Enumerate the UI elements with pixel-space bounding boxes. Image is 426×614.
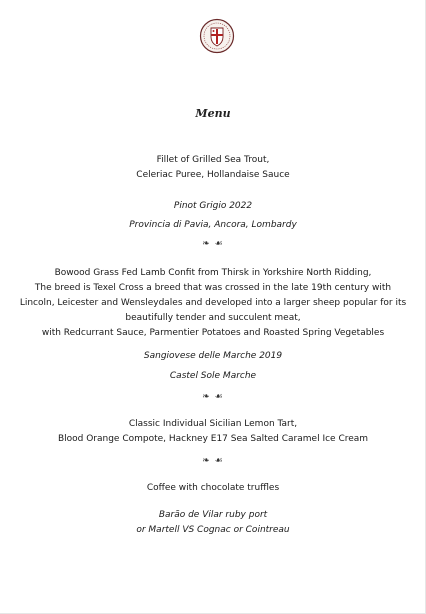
main-line-1: Bowood Grass Fed Lamb Confit from Thirsk in Yorkshire North Ridding,: [54, 268, 372, 278]
crest-logo: [199, 18, 235, 54]
wine-2-origin: Castel Sole Marche: [169, 371, 257, 381]
main-line-2: The breed is Texel Cross a breed that was crossed in the late 19th century with: [34, 283, 392, 293]
starter-line-2: Celeriac Puree, Hollandaise Sauce: [136, 170, 290, 180]
digestif-line-2: or Martell VS Cognac or Cointreau: [136, 525, 290, 535]
coffee-line: Coffee with chocolate truffles: [146, 483, 280, 493]
digestif-line-1: Barão de Vilar ruby port: [158, 510, 268, 520]
main-line-3: Lincoln, Leicester and Wensleydales and developed into a larger sheep popular for its: [19, 298, 407, 308]
starter-course: [0, 153, 426, 183]
ornament-divider: ❧ ☙: [202, 392, 224, 402]
main-line-4: beautifully tender and succulent meat,: [125, 313, 301, 323]
wine-1-name: Pinot Grigio 2022: [173, 201, 253, 211]
wine-2-name: Sangiovese delle Marche 2019: [143, 351, 283, 361]
main-line-5: with Redcurrant Sauce, Parmentier Potatoes and Roasted Spring Vegetables: [41, 328, 385, 338]
ornament-divider: ❧ ☙: [202, 456, 224, 466]
dessert-line-1: Classic Individual Sicilian Lemon Tart,: [128, 419, 298, 429]
dessert-line-2: Blood Orange Compote, Hackney E17 Sea Salted Caramel Ice Cream: [57, 434, 369, 444]
main-course: [0, 266, 426, 341]
ornament-divider: ❧ ☙: [202, 239, 224, 249]
menu-title: Menu: [195, 107, 231, 120]
dessert-course: [0, 417, 426, 447]
starter-line-1: Fillet of Grilled Sea Trout,: [156, 155, 270, 165]
wine-1-origin: Provincia di Pavia, Ancora, Lombardy: [129, 220, 297, 230]
